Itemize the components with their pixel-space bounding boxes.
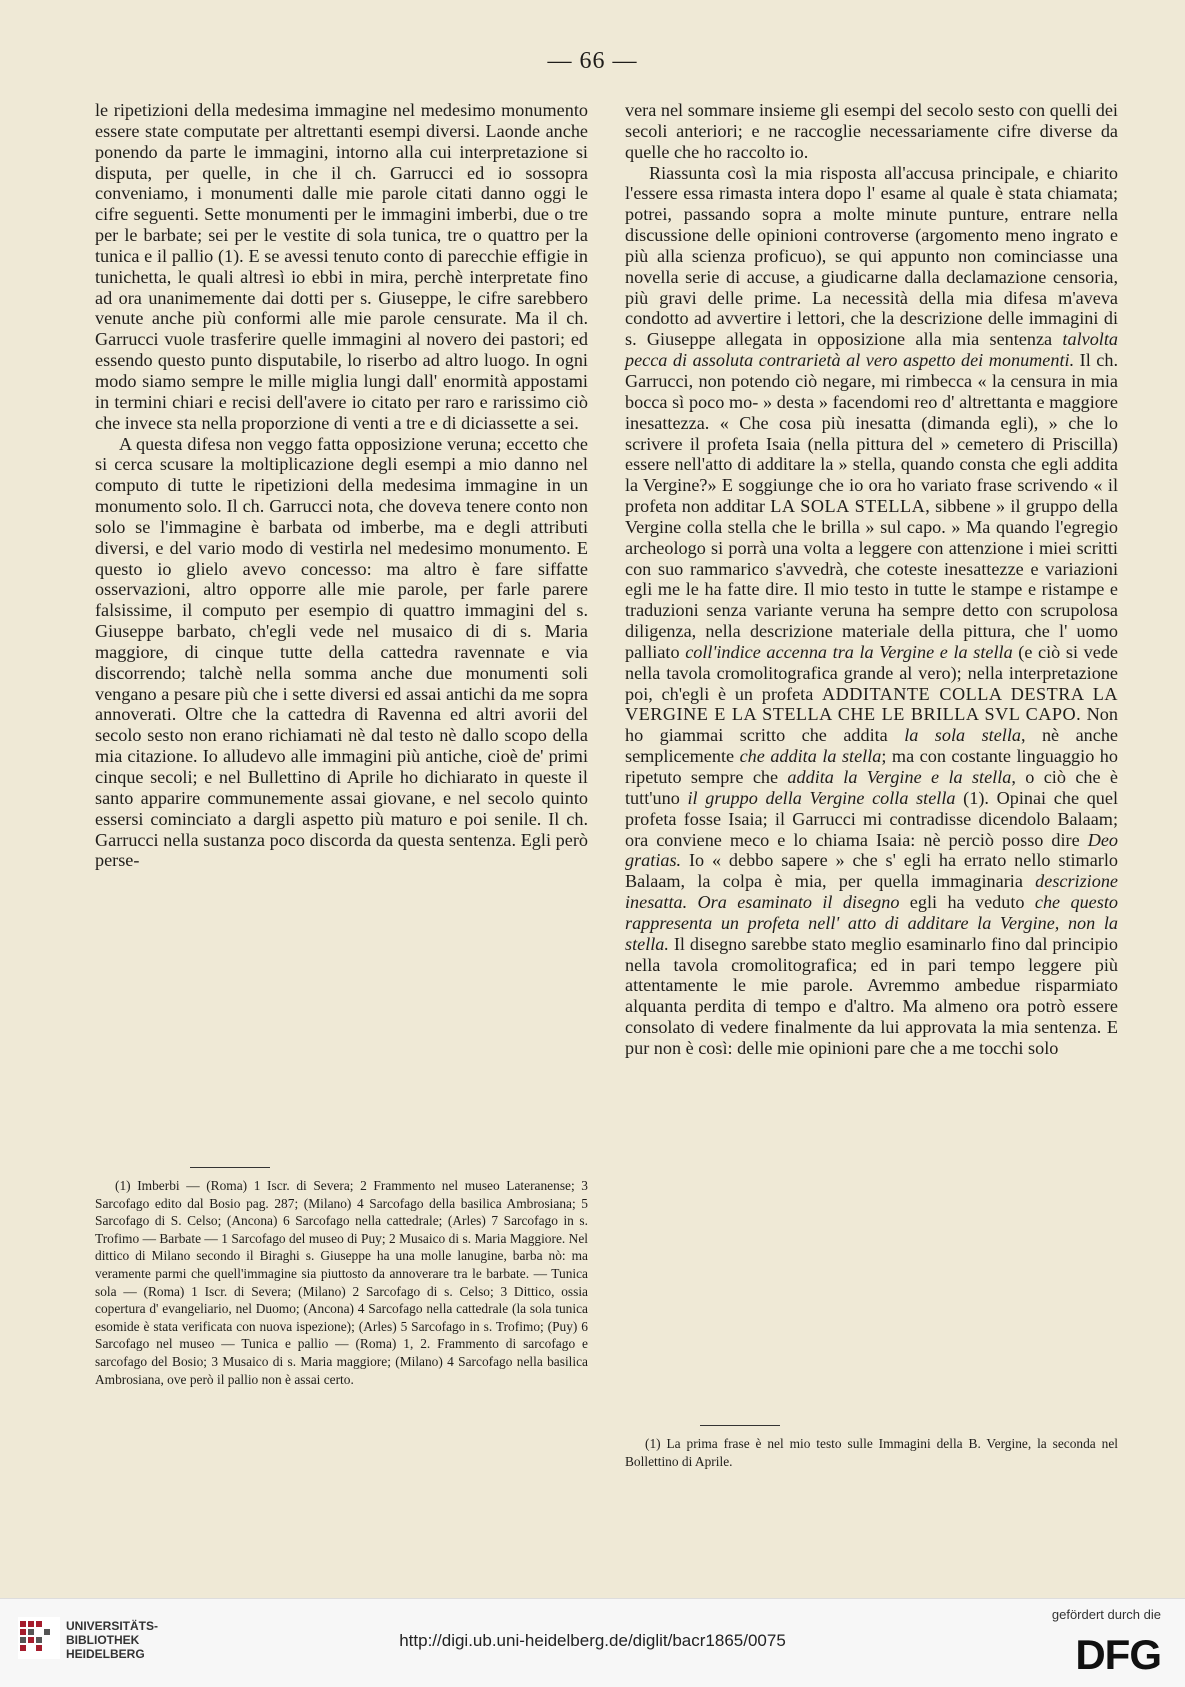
footnote-text: (1) La prima frase è nel mio testo sulle Immagini della B. Vergine, la seconda nel Bollettino di Aprile. <box>625 1436 1118 1469</box>
italic-run: che addita la stella <box>739 746 882 767</box>
italic-run: la sola stella <box>904 725 1021 746</box>
italic-run: talvolta pecca di assoluta contrarietà al vero aspetto dei monumenti. <box>625 329 1118 371</box>
paragraph: le ripetizioni della medesima immagine nel medesimo monumento essere state computate per altrettanti esempi diversi. Laonde anche ponendo da parte le immagini, intorno alla cui interpretazione si disputa, per quelle, in che il ch. Garrucci ed io sossopra conveniamo, i monumenti dalle mie parole citati danno oggi le cifre seguenti. Sette monumenti per le immagini imberbi, due o tre per le barbate; sei per le vestite di sola tunica, tre o quattro per la tunica e il pallio (1). E se avessi tenuto conto di parecchie effigie in tunichetta, le quali altresì io ebbi in mira, perchè interpretate fino ad ora unanimemente dai dotti per s. Giuseppe, le cifre sarebbero venute anche più conformi alle mie parole censurate. Ma il ch. Garrucci vuole trasferire quelle immagini al novero dei pastori; ed essendo questo punto disputabile, lo riserbo ad altro luogo. In ogni modo siamo sempre le mille miglia lungi dall' enormità appostami in termini chiari e recisi dell'avere io citato per raro e rarissimo ciò che invece sta nella proporzione di venti a tre e di diciassette a sei. <box>95 100 588 433</box>
viewer-footer <box>0 1598 1185 1687</box>
text-run: , o ciò che è tutt'uno <box>625 767 1118 808</box>
paragraph: vera nel sommare insieme gli esempi del secolo sesto con quelli dei secoli anteriori; e ne raccoglie necessariamente cifre diverse da quelle che ho raccolto io. <box>625 100 1118 162</box>
text-run: ; ma con costante linguaggio ho ripetuto sempre che <box>625 746 1118 787</box>
footnote-left <box>95 1177 588 1388</box>
italic-run: descrizione inesatta. Ora esaminato il disegno <box>625 871 1118 913</box>
text-run: (1). Opinai che quel profeta fosse Isaia; il Garrucci mi contradisse dicendolo Balaam; ora conviene meco e lo chiama Isaia: nè perciò posso dire <box>625 787 1119 850</box>
footnote-right <box>625 1435 1118 1470</box>
dfg-logo[interactable]: DFG <box>1075 1631 1161 1678</box>
permalink-url[interactable]: http://digi.ub.uni-heidelberg.de/diglit/bacr1865/0075 <box>399 1631 786 1650</box>
text-run: , sibbene » il gruppo della Vergine colla stella che le brilla » sul capo. » Ma quando l'egregio archeologo si porrà una volta a leggere con attenzione i miei scritti con suo rammarico s'avvedrà, che coteste inesattezze e variazioni egli me le ha fatte dire. Il mio testo in tutte le stampe e ristampe e traduzioni senza variante veruna ha sempre detto con scrupolosa diligenza, nella descrizione materiale della pittura, che l' uomo palliato <box>625 496 1118 662</box>
text-run: Il ch. Garrucci, non potendo ciò negare, mi rimbecca « la censura in mia bocca sì poco mo- » desta » facendomi reo d' altrettanta e maggiore inesattezza. « Che cosa più inesatta (dimanda egli), » che lo scrivere il profeta Isaia (nella pittura del » cemetero di Priscilla) essere nell'atto di additare la » stella, quando consta che egli addita la Vergine?» E soggiunge che io ora ho variato frase scrivendo « il profeta non additar <box>625 350 1118 517</box>
italic-run: addita la Vergine e la stella <box>787 767 1012 787</box>
caps-run: ADDITANTE COLLA DESTRA LA VERGINE E LA STELLA CHE LE BRILLA SVL CAPO. <box>625 683 1118 725</box>
caps-run: LA SOLA STELLA <box>770 496 926 517</box>
italic-run: che questo rappresenta un profeta nell' atto di additare la Vergine, non la stella. <box>625 892 1118 954</box>
paragraph <box>625 163 1118 1059</box>
text-run: (e ciò si vede nella tavola cromolitografica grande al vero); nella interpretazione poi, ch'egli è un profeta <box>625 641 1119 704</box>
text-run: Non ho giammai scritto che addita <box>625 704 1118 746</box>
text-run: Io « debbo sapere » che s' egli ha errato nello stimarlo Balaam, la colpa è mia, per quella immaginaria <box>625 850 1118 892</box>
italic-run: il gruppo della Vergine colla stella <box>687 787 956 808</box>
text-run: , nè anche semplicemente <box>625 725 1118 767</box>
left-column <box>95 100 588 871</box>
footnote-text: (1) Imberbi — (Roma) 1 Iscr. di Severa; 2 Frammento nel museo Lateranense; 3 Sarcofago edito dal Bosio pag. 287; (Milano) 4 Sarcofago della basilica Ambrosiana; 5 Sarcofago di S. Celso; (Ancona) 6 Sarcofago nella cattedrale; (Arles) 7 Sarcofago in s. Trofimo — Barbate — 1 Sarcofago del museo di Puy; 2 Musaico di s. Maria Maggiore. Nel dittico di Milano secondo il Biraghi s. Giuseppe ha una molle lanugine, barba nò: ma veramente parmi che quell'immagine sia piuttosto da annoverare tra le barbate. — Tunica sola — (Roma) 1 Iscr. di Severa; (Milano) 2 Sarcofago di s. Celso; 3 Dittico, ossia copertura d' evangeliario, nel Duomo; (Ancona) 4 Sarcofago nella cattedrale (la sola tunica esomide è stata verificata con nuova ispezione); (Arles) 5 Sarcofago in s. Trofimo; (Puy) 6 Sarcofago nel museo — Tunica e pallio — (Roma) 1, 2. Frammento di sarcofago e sarcofago del Bosio; 3 Musaico di s. Maria maggiore; (Milano) 4 Sarcofago nella basilica Ambrosiana, ove però il pallio non è assai certo. <box>95 1178 588 1387</box>
footnote-rule <box>190 1167 270 1168</box>
italic-run: coll'indice accenna tra la Vergine e la stella <box>685 641 1013 662</box>
text-run: Il disegno sarebbe stato meglio esaminarlo fino dal principio nella tavola cromolitografica; ed in pari tempo leggere più attentamente le mie parole. Avremmo ambedue risparmiato alquanta perdita di tempo e d'altro. Ma almeno ora potrò essere consolato di vedere finalmente da lui approvata la mia sentenza. E pur non è così: delle mie opinioni pare che a me tocchi solo <box>625 933 1118 1058</box>
text-run: Riassunta così la mia risposta all'accusa principale, e chiarito l'essere essa rimasta intera dopo l' esame al quale è stata chiamata; potrei, passando sopra a molte minute punture, entrare nella discussione delle opinioni controverse (argomento meno ingrato e più alla scienza proficuo), se qui appunto non cominciasse una novella serie di accuse, a giudicarne dalla declamazione censoria, più gravi delle prime. La necessità della mia difesa m'aveva condotto ad avvertire i lettori, che la descrizione delle immagini di s. Giuseppe allegata in opposizione alla mia sentenza <box>625 162 1118 350</box>
page-number: — 66 — <box>547 48 638 74</box>
text-run: egli ha veduto <box>899 892 1035 913</box>
paragraph: A questa difesa non veggo fatta opposizione veruna; eccetto che si cerca scusare la moltiplicazione degli esempi a mio danno nel computo di tutte le ripetizioni della medesima immagine in un monumento solo. Il ch. Garrucci nota, che doveva tenere conto non solo se l'immagine è barbata od imberbe, ma e degli attributi diversi, e del vario modo di vestirla nel medesimo monumento. E questo io glielo avevo concesso: ma altro è fare siffatte osservazioni, altro opporre alle mie parole, per farle parere falsissime, il computo per esempio di quattro immagini del s. Giuseppe barbato, ch'egli vede nel musaico di di s. Maria maggiore, di cinque tutte della cattedra ravennate e via discorrendo; talchè nella somma anche due monumenti soli vengano a pesare più che i sette diversi ed assai antichi da me sopra annoverati. Oltre che la cattedra di Ravenna ed altri avorii del secolo sesto non erano richiamati nè dal testo nè dallo scopo della mia citazione. Io alludevo alle immagini più antiche, cioè de' primi cinque secoli; e nel Bullettino di Aprile ho dichiarato in queste il santo apparire communemente assai giovane, e nel secolo quinto essersi cominciato a dargli aspetto più maturo e poi senile. Il ch. Garrucci nella sustanza poco discorda da questa sentenza. Egli però perse- <box>95 433 588 871</box>
right-column <box>625 100 1118 1059</box>
footnote-rule <box>700 1425 780 1426</box>
library-line: HEIDELBERG <box>66 1647 145 1661</box>
library-line: UNIVERSITÄTS- <box>66 1619 159 1633</box>
library-line: BIBLIOTHEK <box>66 1633 140 1647</box>
italic-run: Deo gratias. <box>625 829 1118 871</box>
funder-caption: gefördert durch die <box>1051 1607 1161 1622</box>
